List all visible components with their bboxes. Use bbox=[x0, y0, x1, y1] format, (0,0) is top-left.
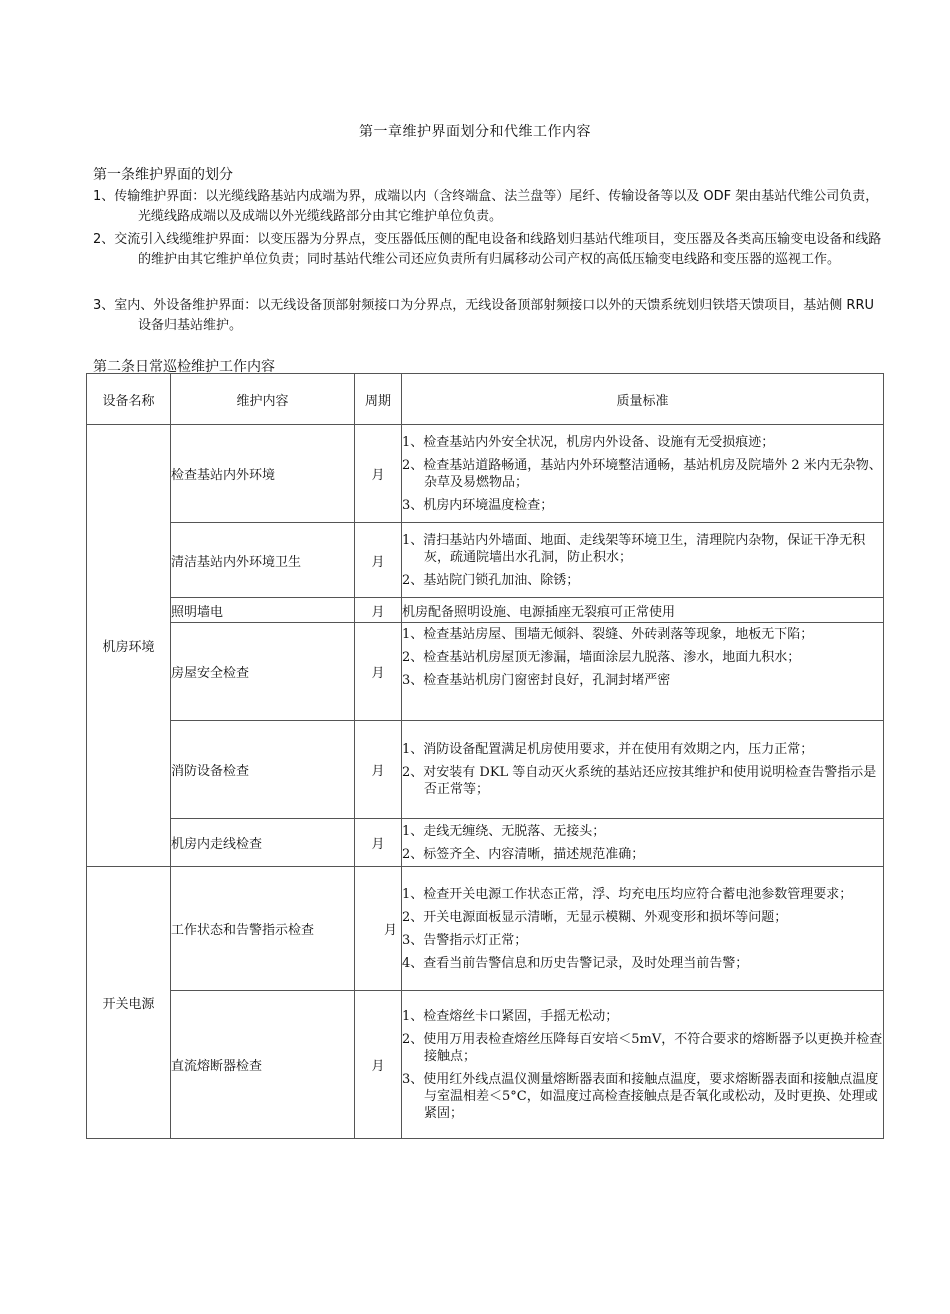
standard-line: 1、检查基站内外安全状况，机房内外设备、设施有无受损痕迹； bbox=[402, 434, 775, 450]
section1-item bbox=[93, 230, 883, 269]
standard-line: 机房配备照明设施、电源插座无裂痕可正常使用 bbox=[402, 605, 676, 620]
standard-cell bbox=[402, 991, 884, 1139]
header-device: 设备名称 bbox=[87, 374, 171, 425]
standard-line: 2、检查基站机房屋顶无渗漏，墙面涂层九脱落、渗水，地面九积水； bbox=[402, 649, 801, 665]
period-cell: 月 bbox=[355, 721, 402, 819]
standard-cell bbox=[402, 623, 884, 721]
section1-heading: 第一条维护界面的划分 bbox=[93, 167, 233, 183]
standard-line: 1、消防设备配置满足机房使用要求，并在使用有效期之内，压力正常； bbox=[402, 742, 814, 757]
table-row bbox=[87, 523, 884, 598]
section2-heading: 第二条日常巡检维护工作内容 bbox=[93, 359, 275, 375]
page-title: 第一章维护界面划分和代维工作内容 bbox=[359, 124, 591, 140]
table-row bbox=[87, 991, 884, 1139]
category-cell: 机房环境 bbox=[87, 425, 171, 867]
standard-line: 1、检查熔丝卡口紧固，手摇无松动； bbox=[402, 1008, 619, 1024]
category-cell: 开关电源 bbox=[87, 867, 171, 1139]
period-cell: 月 bbox=[355, 598, 402, 623]
period-cell: 月 bbox=[355, 523, 402, 598]
item-name-cell: 检查基站内外环境 bbox=[171, 425, 355, 523]
item-text: 传输维护界面：以光缆线路基站内成端为界，成端以内（含终端盒、法兰盘等）尾纤、传输设备等以及 ODF 架由基站代维公司负责，光缆线路成端以及成端以外光缆线路部分由其它维护单位负责。 bbox=[114, 189, 879, 224]
item-name-cell: 照明墙电 bbox=[171, 598, 355, 623]
item-number: 1、 bbox=[93, 189, 115, 204]
standard-line: 4、查看当前告警信息和历史告警记录，及时处理当前告警； bbox=[402, 955, 749, 971]
standard-line: 2、基站院门锁孔加油、除锈； bbox=[402, 572, 580, 588]
header-period: 周期 bbox=[355, 374, 402, 425]
table-row bbox=[87, 819, 884, 867]
standard-line: 1、检查基站房屋、围墙无倾斜、裂缝、外砖剥落等现象，地板无下陷； bbox=[402, 626, 814, 642]
item-name-cell: 清洁基站内外环境卫生 bbox=[171, 523, 355, 598]
table-row bbox=[87, 721, 884, 819]
period-cell: 月 bbox=[355, 991, 402, 1139]
standard-cell bbox=[402, 819, 884, 867]
table-row bbox=[87, 867, 884, 991]
standard-line: 3、检查基站机房门窗密封良好，孔洞封堵严密 bbox=[402, 672, 671, 688]
standard-cell bbox=[402, 523, 884, 598]
table-row bbox=[87, 425, 884, 523]
standard-cell bbox=[402, 425, 884, 523]
table-row bbox=[87, 623, 884, 721]
maintenance-table bbox=[86, 373, 884, 1139]
table-header-row bbox=[87, 374, 884, 425]
standard-line: 3、告警指示灯正常； bbox=[402, 932, 528, 948]
item-name-cell: 房屋安全检查 bbox=[171, 623, 355, 721]
header-standard: 质量标准 bbox=[402, 374, 884, 425]
standard-line: 3、机房内环境温度检查； bbox=[402, 497, 554, 513]
item-name-cell: 消防设备检查 bbox=[171, 721, 355, 819]
standard-line: 2、使用万用表检查熔丝压降每百安培＜5mV，不符合要求的熔断器予以更换并检查接触点； bbox=[402, 1031, 883, 1064]
standard-cell bbox=[402, 867, 884, 991]
standard-line: 2、对安装有 DKL 等自动灭火系统的基站还应按其维护和使用说明检查告警指示是否正常等； bbox=[402, 765, 877, 797]
standard-line: 1、走线无缠绕、无脱落、无接头； bbox=[402, 823, 606, 839]
item-number: 3、 bbox=[93, 298, 115, 313]
standard-line: 2、检查基站道路畅通，基站内外环境整洁通畅，基站机房及院墙外 2 米内无杂物、杂草及易燃物品； bbox=[402, 457, 882, 490]
period-cell: 月 bbox=[355, 867, 402, 991]
standard-cell bbox=[402, 598, 884, 623]
item-number: 2、 bbox=[93, 232, 115, 247]
period-cell: 月 bbox=[355, 425, 402, 523]
item-name-cell: 机房内走线检查 bbox=[171, 819, 355, 867]
period-cell: 月 bbox=[355, 623, 402, 721]
standard-line: 2、开关电源面板显示清晰，无显示模糊、外观变形和损坏等问题； bbox=[402, 909, 788, 925]
period-cell: 月 bbox=[355, 819, 402, 867]
header-content: 维护内容 bbox=[171, 374, 355, 425]
standard-cell bbox=[402, 721, 884, 819]
item-name-cell: 直流熔断器检查 bbox=[171, 991, 355, 1139]
standard-line: 1、检查开关电源工作状态正常，浮、均充电压均应符合蓄电池参数管理要求； bbox=[402, 886, 853, 902]
item-name-cell: 工作状态和告警指示检查 bbox=[171, 867, 355, 991]
standard-line: 3、使用红外线点温仪测量熔断器表面和接触点温度，要求熔断器表面和接触点温度与室温相差＜5°C，如温度过高检查接触点是否氧化或松动，及时更换、处理或紧固； bbox=[402, 1071, 879, 1121]
table-row bbox=[87, 598, 884, 623]
section1-item bbox=[93, 296, 883, 335]
item-text: 交流引入线缆维护界面：以变压器为分界点，变压器低压侧的配电设备和线路划归基站代维项目，变压器及各类高压输变电设备和线路的维护由其它维护单位负责；同时基站代维公司还应负责所有归属移动公司产权的高低压输变电线路和变压器的巡视工作。 bbox=[114, 232, 882, 267]
standard-line: 2、标签齐全、内容清晰，描述规范准确； bbox=[402, 846, 645, 862]
standard-line: 1、清扫基站内外墙面、地面、走线架等环境卫生，清理院内杂物，保证干净无积灰，疏通院墙出水孔洞，防止积水； bbox=[402, 532, 866, 565]
section1-item bbox=[93, 187, 883, 226]
item-text: 室内、外设备维护界面：以无线设备顶部射频接口为分界点，无线设备顶部射频接口以外的天馈系统划归铁塔天馈项目，基站侧 RRU 设备归基站维护。 bbox=[114, 298, 874, 333]
